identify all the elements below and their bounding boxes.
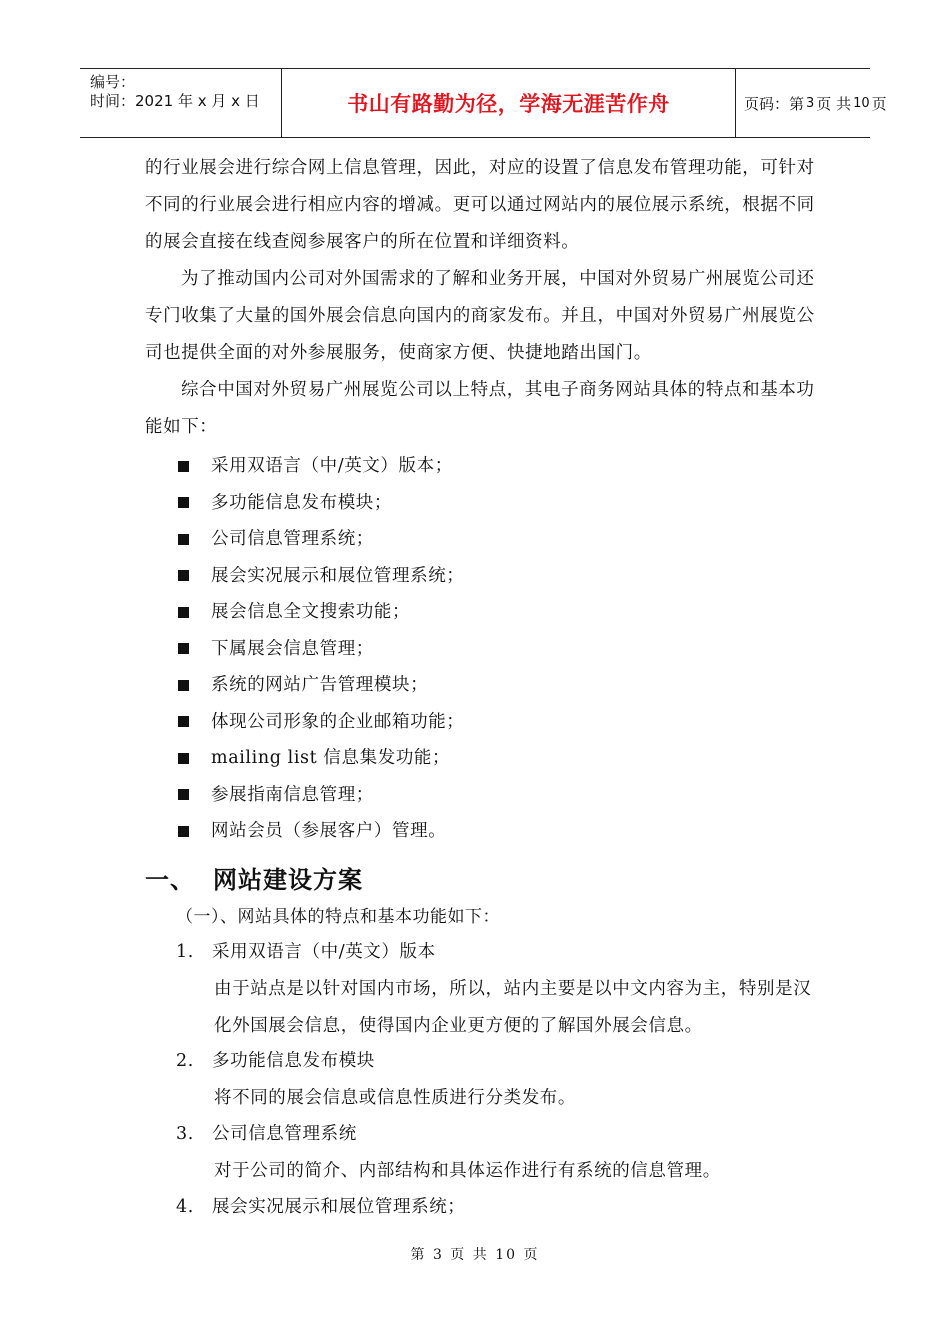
list-item: 体现公司形象的企业邮箱功能； [178,704,798,741]
paragraph: 综合中国对外贸易广州展览公司以上特点，其电子商务网站具体的特点和基本功能如下： [145,380,815,437]
section-subtitle: （一）、网站具体的特点和基本功能如下： [176,907,500,927]
page-current: 3 [806,95,815,111]
square-bullet-icon [178,680,189,691]
square-bullet-icon [178,826,189,837]
item-description: 将不同的展会信息或信息性质进行分类发布。 [214,1088,576,1108]
square-bullet-icon [178,497,189,508]
page-mid: 页 共 [816,94,852,113]
paragraph: 的行业展会进行综合网上信息管理，因此，对应的设置了信息发布管理功能，可针对不同的行业展会进行相应内容的增减。更可以通过网站内的展位展示系统，根据不同的展会直接在线查阅参展客户的所在位置和详细资料。 [145,158,815,252]
item-number: 4. [176,1197,194,1217]
list-item: 网站会员（参展客户）管理。 [178,813,798,850]
numbered-item [176,934,436,970]
feature-bullet-list [178,448,798,850]
square-bullet-icon [178,607,189,618]
numbered-item [176,1043,375,1079]
item-title: 多功能信息发布模块 [212,1051,375,1071]
item-title: 公司信息管理系统 [212,1124,357,1144]
motto: 书山有路勤为径，学海无涯苦作舟 [281,69,736,137]
page-indicator [735,69,887,137]
item-number: 2. [176,1051,194,1071]
page-total: 10 [853,95,870,111]
square-bullet-icon [178,753,189,764]
item-description: 由于站点是以针对国内市场，所以，站内主要是以中文内容为主，特别是汉化外国展会信息，使得国内企业更方便的了解国外展会信息。 [214,979,812,1036]
paragraph: 为了推动国内公司对外国需求的了解和业务开展，中国对外贸易广州展览公司还专门收集了大量的国外展会信息向国内的商家发布。并且，中国对外贸易广州展览公司也提供全面的对外参展服务，使商家方便、快捷地踏出国门。 [145,269,815,363]
list-item: 下属展会信息管理； [178,631,798,668]
page-suffix: 页 [871,94,887,113]
list-item: 采用双语言（中/英文）版本； [178,448,798,485]
page-prefix: 页码：第 [744,94,805,113]
header-left-cell [80,69,281,137]
item-number: 1. [176,942,194,962]
page-footer: 第 3 页 共 10 页 [410,1247,540,1263]
list-item: mailing list 信息集发功能； [178,740,798,777]
square-bullet-icon [178,570,189,581]
item-title: 展会实况展示和展位管理系统； [212,1197,466,1217]
list-item: 展会实况展示和展位管理系统； [178,558,798,595]
square-bullet-icon [178,716,189,727]
list-item: 多功能信息发布模块； [178,485,798,522]
section-title: 网站建设方案 [213,866,363,894]
square-bullet-icon [178,789,189,800]
list-item: 公司信息管理系统； [178,521,798,558]
list-item: 系统的网站广告管理模块； [178,667,798,704]
list-item: 参展指南信息管理； [178,777,798,814]
numbered-item [176,1189,465,1225]
body-paragraphs [145,150,815,446]
item-number: 3. [176,1124,194,1144]
serial-label: 编号： [90,73,136,91]
section-number: 一、 [145,866,195,894]
numbered-item [176,1116,357,1152]
item-title: 采用双语言（中/英文）版本 [212,942,436,962]
date-label: 时间：2021 年 x 月 x 日 [90,92,260,110]
section-heading [145,860,363,895]
square-bullet-icon [178,643,189,654]
square-bullet-icon [178,461,189,472]
list-item: 展会信息全文搜索功能； [178,594,798,631]
header-table [80,68,887,138]
item-description: 对于公司的简介、内部结构和具体运作进行有系统的信息管理。 [214,1161,721,1181]
square-bullet-icon [178,534,189,545]
